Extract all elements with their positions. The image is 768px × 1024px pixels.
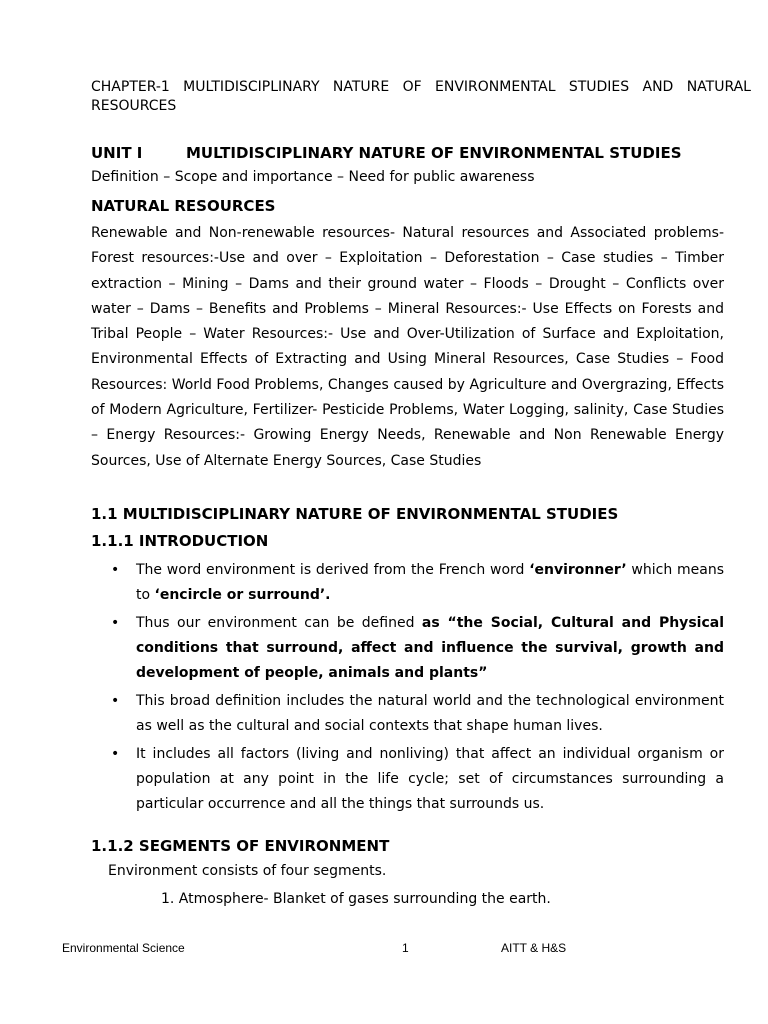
section-1-1-1-heading: 1.1.1 INTRODUCTION [91,532,269,550]
list-item [91,558,724,608]
bullet-icon: • [111,615,120,631]
unit-title: MULTIDISCIPLINARY NATURE OF ENVIRONMENTAL STUDIES [186,144,682,162]
introduction-bullet-list [91,558,724,820]
bullet-icon: • [111,693,120,709]
natural-resources-body: Renewable and Non-renewable resources- Natural resources and Associated problems- Forest resources:-Use and over – Exploitation – Deforestation – Case studies – Timber extraction – Mining – Dams and their ground water – Floods – Drought – Conflicts over water – Dams – Benefits and Problems – Mineral Resources:- Use Effects on Forests and Tribal People – Water Resources:- Use and Over-Utilization of Surface and Exploitation, Environmental Effects of Extracting and Using Mineral Resources, Case Studies – Food Resources: World Food Problems, Changes caused by Agriculture and Overgrazing, Effects of Modern Agriculture, Fertilizer- Pesticide Problems, Water Logging, salinity, Case Studies – Energy Resources:- Growing Energy Needs, Renewable and Non Renewable Energy Sources, Use of Alternate Energy Sources, Case Studies [91,225,724,469]
unit-subtitle: Definition – Scope and importance – Need for public awareness [91,169,535,185]
bullet-text: This broad definition includes the natural world and the technological environment as well as the cultural and social contexts that shape human lives. [136,693,724,734]
footer-institution: AITT & H&S [501,941,567,955]
bullet-text: It includes all factors (living and nonliving) that affect an individual organism or population at any point in the life cycle; set of circumstances surrounding a particular occurrence and all the things that surrounds us. [136,746,724,812]
list-item [91,689,724,739]
bullet-emphasis: ‘environner’ [529,562,627,578]
bullet-text: Thus our environment can be defined [136,615,422,631]
bullet-icon: • [111,562,120,578]
footer-page-number: 1 [402,941,409,955]
chapter-title: CHAPTER-1 MULTIDISCIPLINARY NATURE OF ENVIRONMENTAL STUDIES AND NATURAL RESOURCES [91,79,751,114]
segment-item-atmosphere: 1. Atmosphere- Blanket of gases surrounding the earth. [161,891,551,907]
bullet-text: which means to [136,562,724,603]
bullet-icon: • [111,746,120,762]
unit-heading [91,144,682,162]
bullet-text: The word environment is derived from the French word [136,562,530,578]
list-item [91,611,724,686]
unit-label: UNIT I [91,144,143,162]
section-1-1-2-heading: 1.1.2 SEGMENTS OF ENVIRONMENT [91,837,390,855]
natural-resources-heading: NATURAL RESOURCES [91,197,276,215]
bullet-emphasis: as “the Social, Cultural and Physical conditions that surround, affect and influence the survival, growth and development of people, animals and plants” [136,615,724,681]
bullet-emphasis: ‘encircle or surround’. [154,587,331,603]
footer-subject: Environmental Science [62,941,185,955]
section-1-1-heading: 1.1 MULTIDISCIPLINARY NATURE OF ENVIRONMENTAL STUDIES [91,505,619,523]
segments-intro: Environment consists of four segments. [108,863,387,879]
page-footer [0,941,768,959]
list-item [91,742,724,817]
